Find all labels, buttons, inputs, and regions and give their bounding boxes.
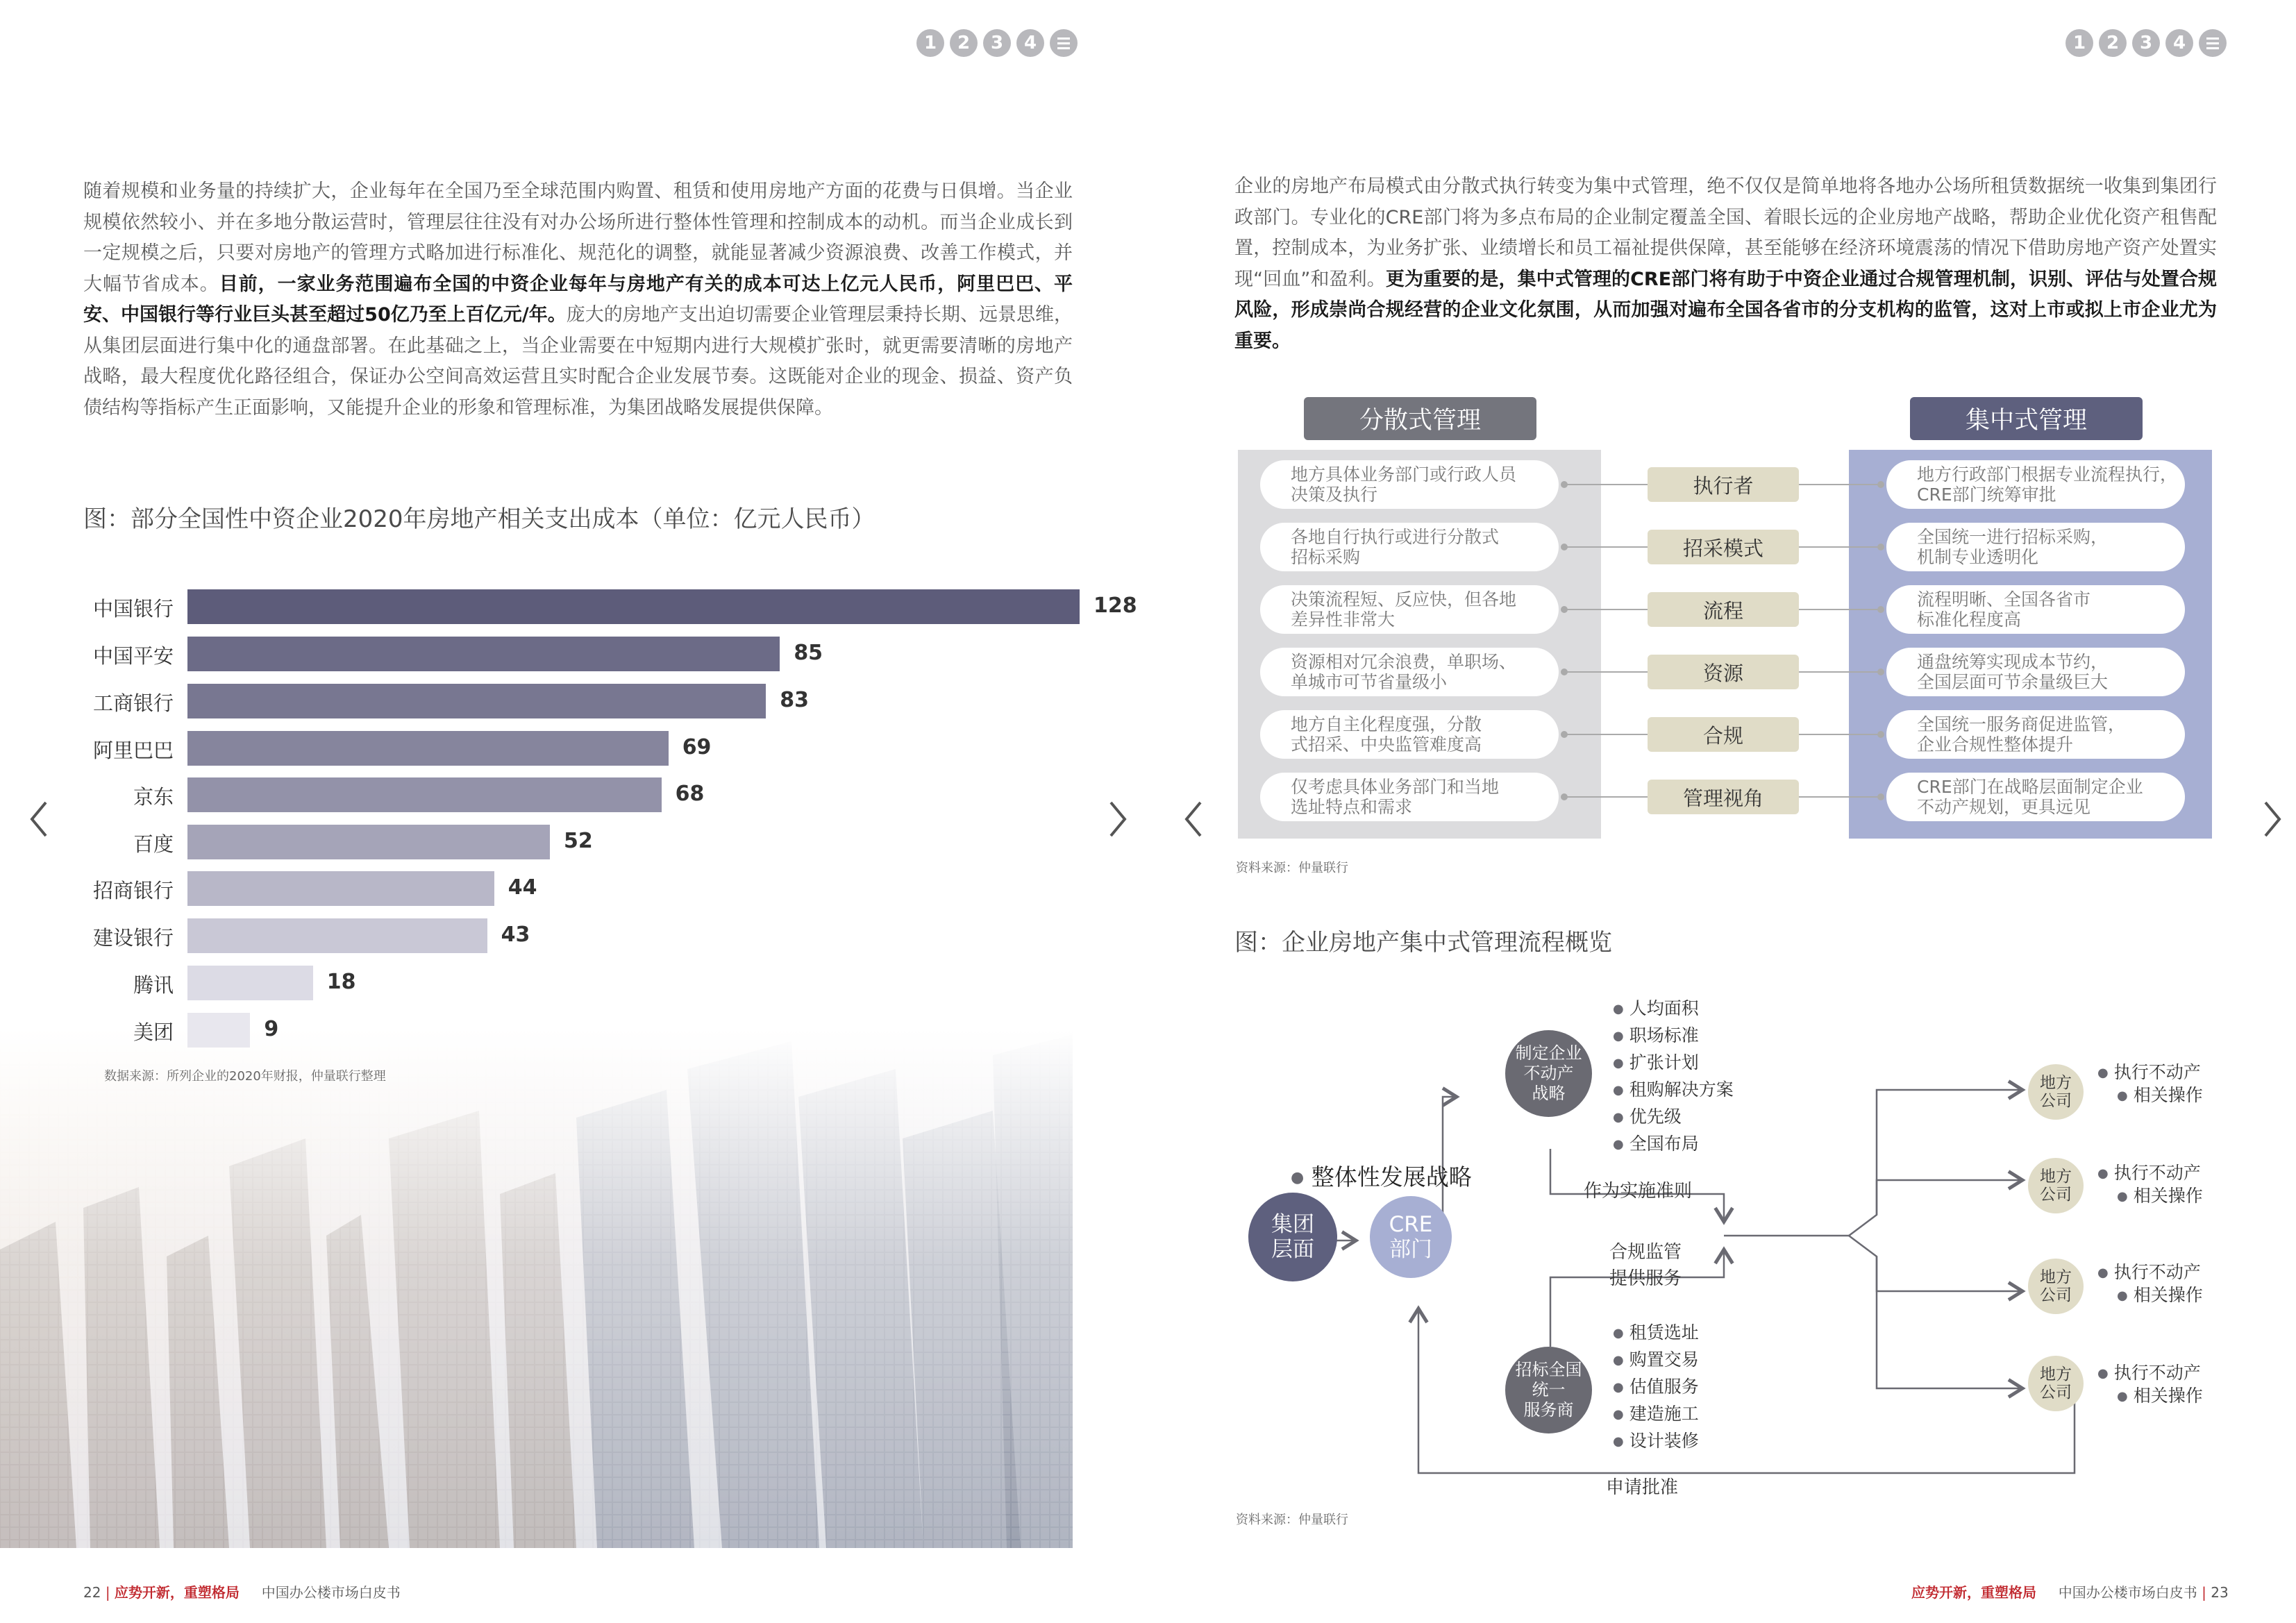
bar-value: 9 [264,1017,279,1041]
decentralized-perspective: 仅考虑具体业务部门和当地 选址特点和需求 [1260,773,1559,821]
prev-page-arrow-icon[interactable] [1180,798,1207,840]
bar-value: 83 [780,688,809,712]
left-footer: 22 | 应势开新，重塑格局 中国办公楼市场白皮书 [83,1584,401,1601]
page-nav-1[interactable]: 1 [916,29,944,57]
bar-label: 腾讯 [133,973,174,997]
bar-label: 京东 [133,785,174,809]
chart-source: 数据来源：所列企业的2020年财报，仲量联行整理 [104,1069,386,1084]
centralized-executor: 地方行政部门根据专业流程执行， CRE部门统筹审批 [1886,460,2185,509]
bar-label: 工商银行 [92,691,174,715]
next-page-arrow-icon[interactable] [2259,798,2286,840]
bidding-circle: 招标全国 统一 服务商 [1505,1347,1592,1433]
centralized-compliance: 全国统一服务商促进监管， 企业合规性整体提升 [1886,710,2185,759]
strategy-item: ● 人均面积 [1613,996,1734,1023]
intro-text-2: 庞大的房地产支出迫切需要企业管理层秉持长期、远景思维，从集团层面进行集中化的通盘部署。在此基础之上，当企业需要在中短期内进行大规模扩张时，就更需要清晰的房地产战略，最大程度优化路径组合，保证办公空间高效运营且实时配合企业发展节奏。这既能对企业的现金、损益、资产负债结构等指标产生正面影响，又能提升企业的形象和管理标准，为集团战略发展提供保障。 [83,304,1073,419]
bar-label: 中国银行 [92,597,174,621]
bar [187,637,780,671]
bar [187,871,494,906]
bar-row [83,918,1090,953]
intro-text-bold: 更为重要的是，集中式管理的CRE部门将有助于中资企业通过合规管理机制，识别、评估与处置合规风险，形成崇尚合规经营的企业文化氛围，从而加强对遍布全国各省市的分支机构的监管，这对上市或拟上市企业尤为重要。 [1234,268,2217,352]
bar-value: 18 [326,970,356,994]
intro-text-bold: 目前，一家业务范围遍布全国的中资企业每年与房地产有关的成本可达上亿元人民币，阿里巴巴、平安、中国银行等行业巨头甚至超过50亿乃至上百亿元/年。 [83,273,1073,326]
bar-label: 百度 [133,832,174,856]
bar [187,918,487,953]
right-page [1148,0,2295,1623]
page-nav-4[interactable]: 4 [1016,29,1044,57]
page-nav-1[interactable]: 1 [2065,29,2093,57]
bar-value: 68 [675,782,705,806]
local-action: ● 执行不动产 ● 相关操作 [2097,1363,2203,1408]
strategy-items [1613,996,1734,1159]
strategy-item: ● 优先级 [1613,1104,1734,1132]
bar [187,966,313,1000]
overall-strategy-label: ● 整体性发展战略 [1291,1163,1472,1191]
flow-source: 资料来源：仲量联行 [1236,1513,1348,1527]
bar [187,1013,250,1048]
bar-row [83,966,1090,1000]
footer-book: 中国办公楼市场白皮书 [261,1584,401,1601]
bar-label: 美团 [133,1020,174,1044]
page-nav-3[interactable]: 3 [2132,29,2160,57]
local-action: ● 执行不动产 ● 相关操作 [2097,1163,2203,1209]
intro-paragraph [83,176,1073,423]
row-label-resources: 资源 [1648,655,1799,689]
bidding-item: ● 租赁选址 [1613,1320,1699,1347]
bidding-item: ● 购置交易 [1613,1347,1699,1374]
bidding-item: ● 设计装修 [1613,1429,1699,1456]
page-nav-2[interactable]: 2 [2099,29,2127,57]
bar-row [83,1013,1090,1048]
row-label-procurement: 招采模式 [1648,530,1799,564]
bar-value: 128 [1093,594,1137,618]
page-nav-4[interactable]: 4 [2165,29,2193,57]
row-label-process: 流程 [1648,592,1799,627]
page-number: 23 [2211,1584,2229,1601]
bar [187,731,669,766]
bar-row [83,871,1090,906]
local-action: ● 执行不动产 ● 相关操作 [2097,1062,2203,1108]
row-label-executor: 执行者 [1648,467,1799,502]
footer-series: 应势开新，重塑格局 [1911,1584,2036,1601]
bar-row [83,637,1090,671]
group-level-circle: 集团 层面 [1248,1193,1337,1281]
bar [187,825,550,859]
next-page-arrow-icon[interactable] [1104,798,1132,840]
approval-label: 申请批准 [1606,1477,1679,1498]
footer-series: 应势开新，重塑格局 [114,1584,240,1601]
intro-text-1: 随着规模和业务量的持续扩大，企业每年在全国乃至全球范围内购置、租赁和使用房地产方面的花费与日俱增。当企业规模依然较小、并在多地分散运营时，管理层往往没有对办公场所进行整体性管理和控制成本的动机。而当企业成长到一定规模之后，只要对房地产的管理方式略加进行标准化、规范化的调整，就能显著减少资源浪费、改善工作模式，并大幅节省成本。 [83,180,1073,295]
local-action: ● 执行不动产 ● 相关操作 [2097,1262,2203,1308]
prev-page-arrow-icon[interactable] [25,798,53,840]
strategy-item: ● 职场标准 [1613,1023,1734,1050]
decentralized-process: 决策流程短、反应快，但各地 差异性非常大 [1260,585,1559,634]
decentralized-procurement: 各地自行执行或进行分散式 招标采购 [1260,523,1559,571]
intro-text-1: 企业的房地产布局模式由分散式执行转变为集中式管理，绝不仅仅是简单地将各地办公场所租赁数据统一收集到集团行政部门。专业化的CRE部门将为多点布局的企业制定覆盖全国、着眼长远的企业房地产战略，帮助企业优化资产租售配置，控制成本，为业务扩张、业绩增长和员工福祉提供保障，甚至能够在经济环境震荡的情况下借助房地产资产处置实现“回血”和盈利。 [1234,176,2217,290]
bar-value: 85 [794,641,823,665]
bar-label: 建设银行 [92,926,174,950]
comparison-source: 资料来源：仲量联行 [1236,861,1348,875]
bar-label: 招商银行 [92,879,174,902]
cre-department-circle: CRE 部门 [1370,1196,1452,1278]
bar-value: 69 [682,735,712,759]
bar [187,777,662,812]
bar-row [83,684,1090,718]
bar-row [83,731,1090,766]
page-number: 22 [83,1584,101,1601]
figure-title: 图：部分全国性中资企业2020年房地产相关支出成本（单位：亿元人民币） [83,505,875,533]
strategy-item: ● 全国布局 [1613,1132,1734,1159]
local-company-circle: 地方 公司 [2028,1356,2084,1411]
local-company-circle: 地方 公司 [2028,1259,2084,1314]
compliance-label: 合规监管 提供服务 [1609,1242,1682,1289]
as-guideline-label: 作为实施准则 [1584,1181,1693,1202]
city-skyline-image [0,1027,1073,1548]
local-company-circle: 地方 公司 [2028,1064,2084,1120]
page-nav-3[interactable]: 3 [983,29,1011,57]
page-nav-2[interactable]: 2 [950,29,978,57]
page-nav [916,29,1078,57]
centralized-header: 集中式管理 [1910,397,2143,440]
bidding-item: ● 建造施工 [1613,1402,1699,1429]
footer-book: 中国办公楼市场白皮书 [2058,1584,2197,1601]
bar-row [83,825,1090,859]
bidding-items [1613,1320,1699,1456]
strategy-item: ● 租购解决方案 [1613,1077,1734,1104]
decentralized-executor: 地方具体业务部门或行政人员 决策及执行 [1260,460,1559,509]
bar-row [83,589,1137,624]
bar-value: 52 [564,829,593,853]
decentralized-compliance: 地方自主化程度强，分散 式招采、中央监管难度高 [1260,710,1559,759]
strategy-circle: 制定企业 不动产 战略 [1505,1030,1592,1117]
bar-row [83,777,1090,812]
bar [187,589,1080,624]
centralized-procurement: 全国统一进行招标采购， 机制专业透明化 [1886,523,2185,571]
centralized-process: 流程明晰、全国各省市 标准化程度高 [1886,585,2185,634]
local-company-circle: 地方 公司 [2028,1158,2084,1213]
strategy-item: ● 扩张计划 [1613,1050,1734,1077]
menu-icon[interactable] [1050,29,1078,57]
decentralized-resources: 资源相对冗余浪费，单职场、 单城市可节省量级小 [1260,648,1559,696]
bar-value: 44 [508,875,537,900]
right-footer: 应势开新，重塑格局 中国办公楼市场白皮书 | 23 [1911,1584,2229,1601]
row-label-compliance: 合规 [1648,717,1799,752]
bar-value: 43 [501,923,530,947]
decentralized-header: 分散式管理 [1304,397,1536,440]
centralized-resources: 通盘统筹实现成本节约， 全国层面可节余量级巨大 [1886,648,2185,696]
flow-figure-title: 图：企业房地产集中式管理流程概览 [1234,929,1612,957]
bidding-item: ● 估值服务 [1613,1374,1699,1402]
row-label-perspective: 管理视角 [1648,780,1799,814]
bar-label: 阿里巴巴 [92,739,174,762]
centralized-perspective: CRE部门在战略层面制定企业 不动产规划，更具远见 [1886,773,2185,821]
bar [187,684,766,718]
bar-label: 中国平安 [92,644,174,668]
bar-chart [83,580,1137,1052]
